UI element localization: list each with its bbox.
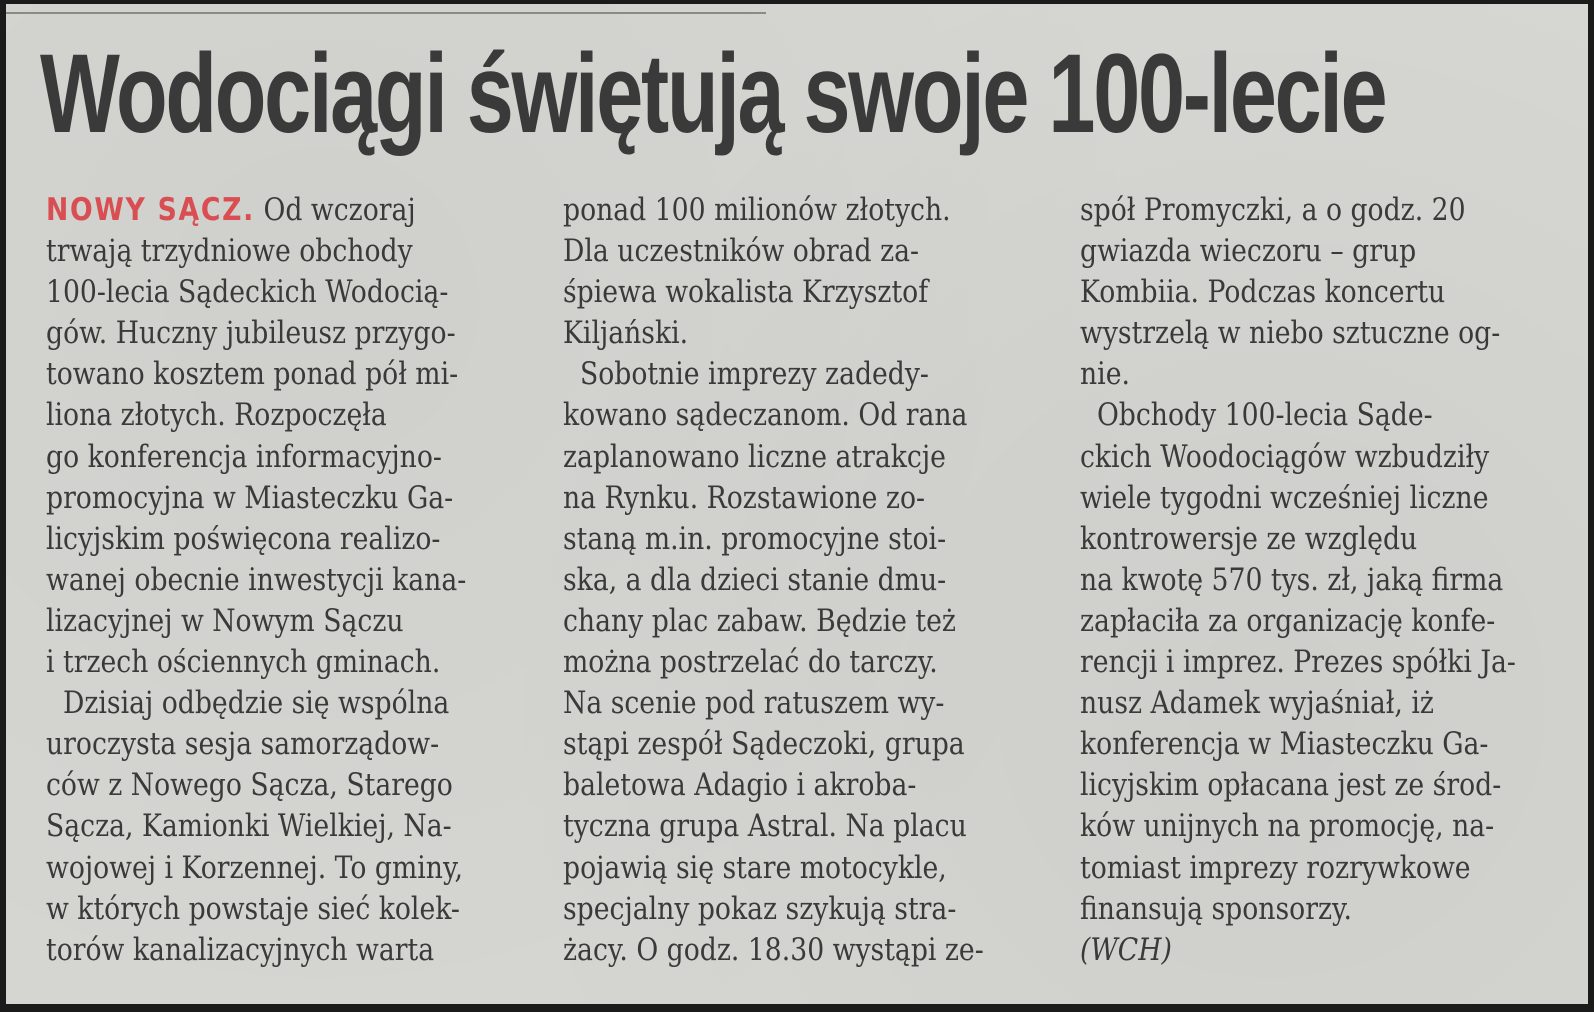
article-headline: Wodociągi świętują swoje 100-lecie [40,31,1386,156]
column-1-text: Od wczoraj trwają trzydniowe obchody 100-lecia Sądeckich Wodocią- gów. Huczny jubileusz przygo- towano kosztem ponad pół mi- liona złotych. Rozpoczęła go konferencja informacyjno- promocyjna w Miasteczku Ga- licyjskim poświęcona realizo- wanej obecnie inwestycji kana- lizacyjnej w Nowym Sączu i trzech ościennych gminach. Dzisiaj odbędzie się wspólna uroczysta sesja samorządow- cόw z Nowego Sącza, Starego Sącza, Kamionki Wielkiej, Na- wojowej i Korzennej. To gminy, w których powstaje sieć kolek- torów kanalizacyjnych warta [46,192,467,968]
dateline: NOWY SĄCZ. [46,192,256,228]
newspaper-clipping [6,4,1588,1004]
article-column-2 [563,190,984,971]
column-2-text: ponad 100 milionów złotych. Dla uczestników obrad za- śpiewa wokalista Krzysztof Kiljański. Sobotnie imprezy zadedy- kowano sądeczanom. Od rana zaplanowano liczne atrakcje na Rynku. Rozstawione zo- staną m.in. promocyjne stoi- ska, a dla dzieci stanie dmu- chany plac zabaw. Będzie też można postrzelać do tarczy. Na scenie pod ratuszem wy- stąpi zespół Sądeczoki, grupa baletowa Adagio i akroba- tyczna grupa Astral. Na placu pojawią się stare motocykle, specjalny pokaz szykują stra- żacy. O godz. 18.30 wystąpi ze- [563,192,984,968]
column-3-text: spół Promyczki, a o godz. 20 gwiazda wieczoru – grup Kombiia. Podczas koncertu wystrzelą w niebo sztuczne og- nie. Obchody 100-lecia Sąde- ckich Woodociągów wzbudziły wiele tygodni wcześniej liczne kontrowersje ze względu na kwotę 570 tys. zł, jaką firma zapłaciła za organizację konfe- rencji i imprez. Prezes spółki Ja- nusz Adamek wyjaśniał, iż konferencja w Miasteczku Ga- licyjskim opłacana jest ze środ- ków unijnych na promocję, na- tomiast imprezy rozrywkowe finansują sponsorzy. [1080,192,1516,927]
article-column-1 [46,190,466,971]
article-column-3 [1080,190,1516,971]
author-signature: (WCH) [1080,931,1172,968]
top-rule [6,12,766,14]
